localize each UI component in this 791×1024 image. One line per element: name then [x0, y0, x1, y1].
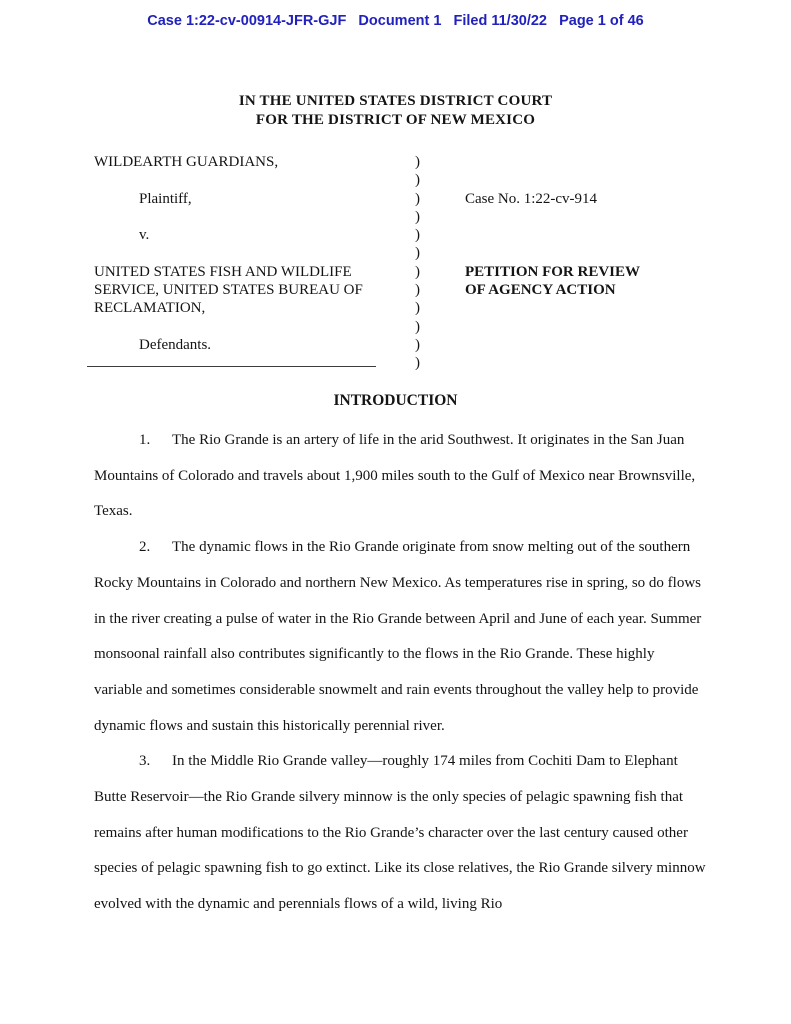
caption-paren: ): [415, 245, 420, 262]
paragraph-1: [94, 423, 706, 530]
introduction-section: [94, 423, 706, 923]
caption-paren: ): [415, 355, 420, 372]
caption-row: [94, 281, 640, 299]
caption-underline: [87, 366, 376, 367]
paragraph-text: In the Middle Rio Grande valley—roughly 174 miles from Cochiti Dam to Elephant Butte Reservoir—the Rio Grande silvery minnow is the only species of pelagic spawning fish that remains after human modifications to the Rio Grande’s character over the last century caused other species of pelagic spawning fish to go extinct. Like its close relatives, the Rio Grande silvery minnow evolved with the dynamic and perennials flows of a wild, living Rio: [94, 753, 706, 913]
court-title-line1: IN THE UNITED STATES DISTRICT COURT: [238, 93, 553, 109]
caption-left-text: [94, 171, 415, 189]
caption-left-text: [94, 318, 415, 336]
caption-row: [94, 336, 640, 354]
caption-paren: ): [415, 282, 420, 299]
caption-row: [94, 208, 640, 226]
caption-paren: ): [415, 190, 420, 207]
caption-left-text: [94, 244, 415, 262]
caption-paren: ): [415, 208, 420, 225]
caption-paren: ): [415, 227, 420, 244]
plaintiff-name: WILDEARTH GUARDIANS,: [94, 154, 279, 170]
paragraph-3: [94, 744, 706, 923]
caption-row: [94, 226, 640, 244]
paragraph-text: The Rio Grande is an artery of life in the arid Southwest. It originates in the San Juan Mountains of Colorado and travels about 1,900 miles south to the Gulf of Mexico near Brownsville, Texas.: [94, 432, 696, 520]
paragraph-2: [94, 530, 706, 744]
caption-row: [94, 318, 640, 336]
defendant-name-line1: UNITED STATES FISH AND WILDLIFE: [94, 263, 352, 280]
caption-paren: ): [415, 172, 420, 189]
caption-row: [94, 153, 640, 171]
defendant-name-line2: SERVICE, UNITED STATES BUREAU OF: [94, 282, 363, 299]
caption-paren: ): [415, 318, 420, 335]
document-title-line2: OF AGENCY ACTION: [465, 282, 616, 299]
section-heading-introduction: INTRODUCTION: [333, 392, 458, 409]
caption-row: [94, 263, 640, 281]
versus-label: v.: [139, 227, 150, 244]
caption-row: [94, 190, 640, 208]
plaintiff-designation: Plaintiff,: [139, 190, 192, 207]
paragraph-number: 1.: [139, 432, 151, 448]
defendant-name-line3: RECLAMATION,: [94, 300, 206, 317]
caption-row: [94, 354, 640, 372]
caption-row: [94, 299, 640, 317]
paragraph-number: 3.: [139, 753, 151, 770]
court-title: [0, 92, 791, 129]
caption-left-text: [94, 208, 415, 226]
case-number: Case No. 1:22-cv-914: [465, 190, 598, 207]
caption-paren: ): [415, 263, 420, 280]
caption-paren: ): [415, 336, 420, 353]
paragraph-number: 2.: [139, 539, 151, 556]
court-title-line2: FOR THE DISTRICT OF NEW MEXICO: [255, 111, 536, 128]
paragraph-text: The dynamic flows in the Rio Grande originate from snow melting out of the southern Rocky Mountains in Colorado and northern New Mexico. As temperatures rise in spring, so do flows in the river creating a pulse of water in the Rio Grande between April and June of each year. Summer monsoonal rainfall also contributes significantly to the flows in the Rio Grande. These highly variable and sometimes considerable snowmelt and rain events throughout the valley help to provide dynamic flows and sustain this historically perennial river.: [94, 539, 702, 734]
case-caption: [94, 153, 640, 373]
caption-row: [94, 244, 640, 262]
caption-paren: ): [415, 300, 420, 317]
caption-left-text: [94, 354, 415, 372]
caption-row: [94, 171, 640, 189]
caption-paren: ): [415, 154, 420, 170]
defendant-designation: Defendants.: [139, 336, 212, 353]
ecf-filing-stamp: Case 1:22-cv-00914-JFR-GJF Document 1 Filed 11/30/22 Page 1 of 46: [147, 13, 644, 29]
document-title-line1: PETITION FOR REVIEW: [465, 263, 641, 280]
